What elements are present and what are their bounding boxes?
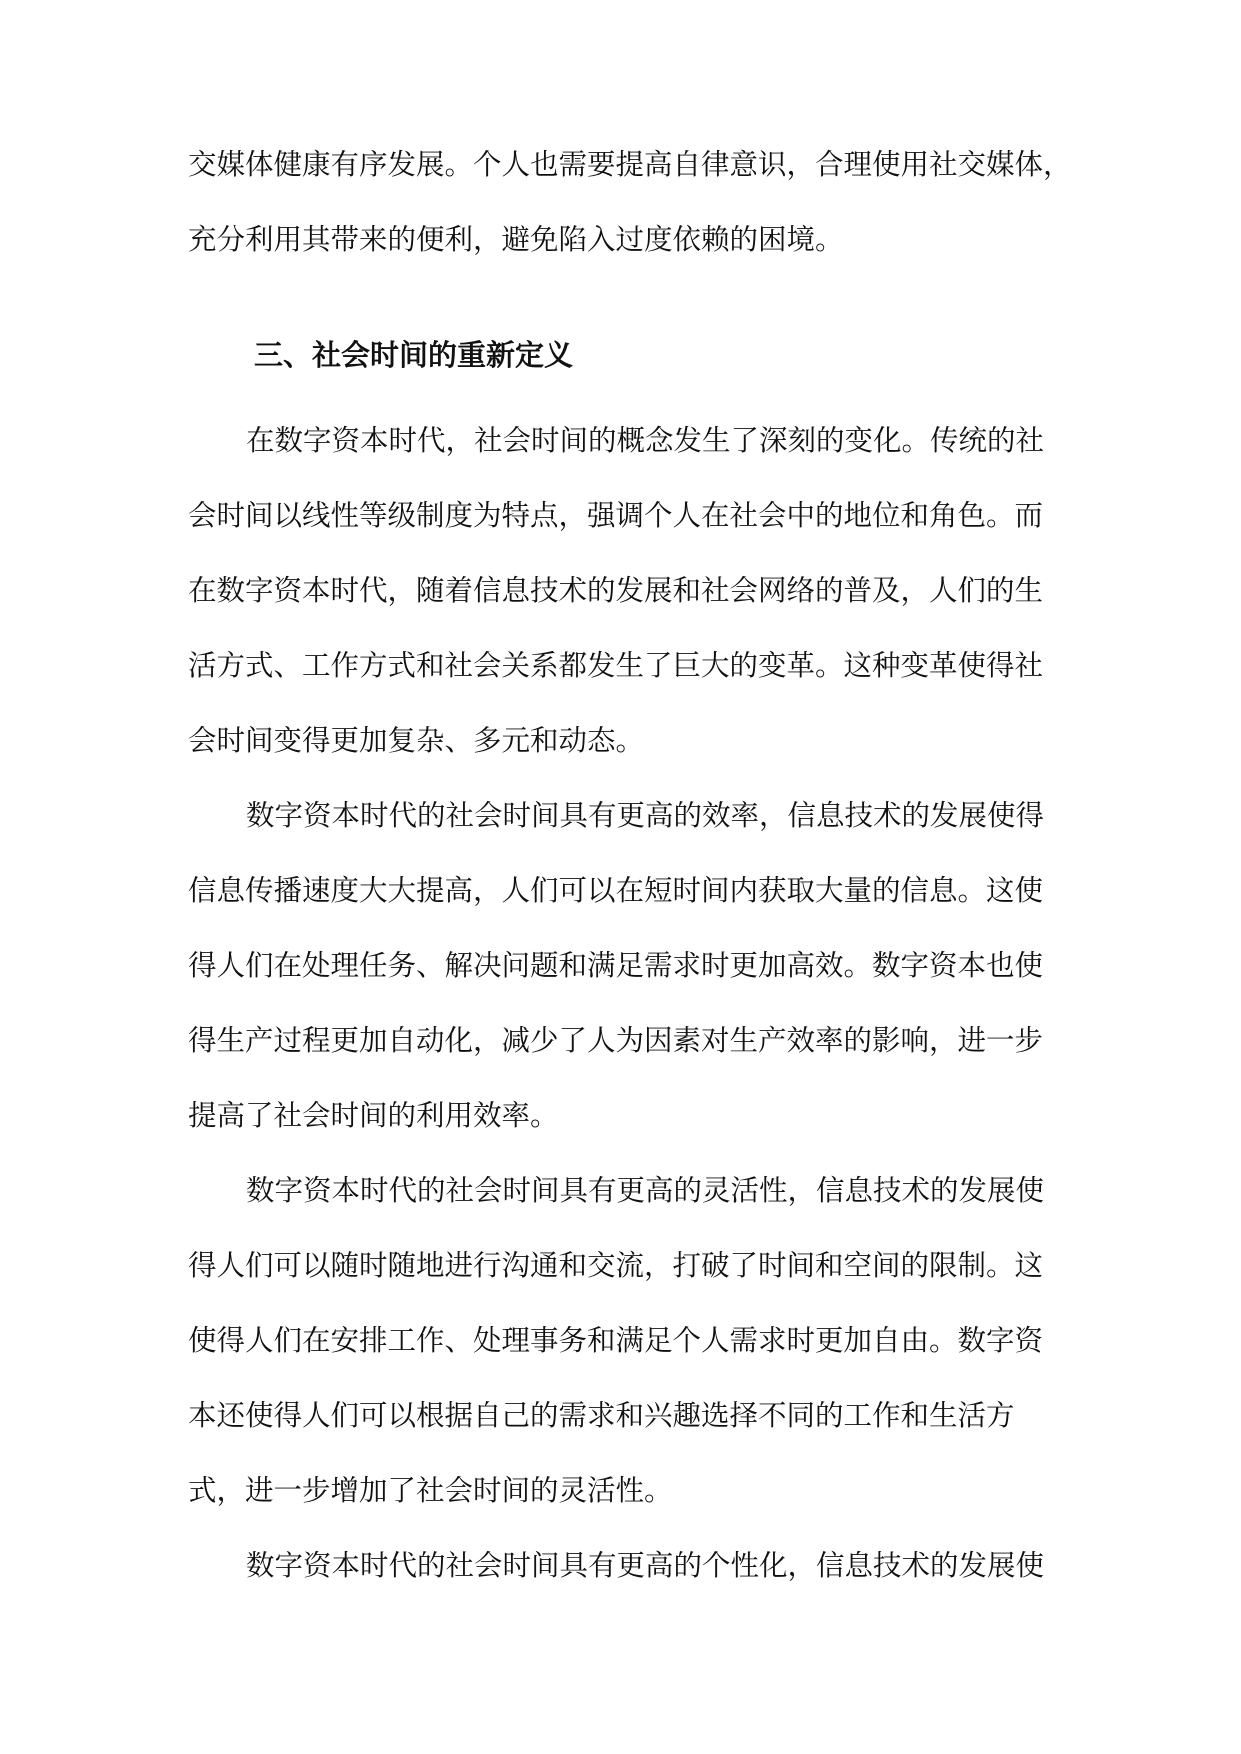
text-line: 交媒体健康有序发展。个人也需要提高自律意识，合理使用社交媒体， bbox=[188, 148, 1072, 181]
paragraph-first-line: 数字资本时代的社会时间具有更高的效率，信息技术的发展使得 bbox=[246, 799, 1045, 832]
text-line: 提高了社会时间的利用效率。 bbox=[188, 1099, 559, 1132]
text-line: 式，进一步增加了社会时间的灵活性。 bbox=[188, 1474, 673, 1507]
paragraph-first-line: 数字资本时代的社会时间具有更高的灵活性，信息技术的发展使 bbox=[246, 1174, 1045, 1207]
text-line: 会时间以线性等级制度为特点，强调个人在社会中的地位和角色。而 bbox=[188, 499, 1044, 532]
text-line: 充分利用其带来的便利，避免陷入过度依赖的困境。 bbox=[188, 223, 844, 256]
text-line: 得人们在处理任务、解决问题和满足需求时更加高效。数字资本也使 bbox=[188, 949, 1044, 982]
section-heading: 三、社会时间的重新定义 bbox=[254, 338, 574, 372]
paragraph-first-line: 在数字资本时代，社会时间的概念发生了深刻的变化。传统的社 bbox=[246, 424, 1045, 457]
paragraph-first-line: 数字资本时代的社会时间具有更高的个性化，信息技术的发展使 bbox=[246, 1549, 1045, 1582]
text-line: 使得人们在安排工作、处理事务和满足个人需求时更加自由。数字资 bbox=[188, 1324, 1044, 1357]
text-line: 在数字资本时代，随着信息技术的发展和社会网络的普及，人们的生 bbox=[188, 574, 1044, 607]
text-line: 活方式、工作方式和社会关系都发生了巨大的变革。这种变革使得社 bbox=[188, 649, 1044, 682]
text-line: 会时间变得更加复杂、多元和动态。 bbox=[188, 724, 645, 757]
text-line: 本还使得人们可以根据自己的需求和兴趣选择不同的工作和生活方 bbox=[188, 1399, 1015, 1432]
text-line: 得生产过程更加自动化，减少了人为因素对生产效率的影响，进一步 bbox=[188, 1024, 1044, 1057]
text-line: 信息传播速度大大提高，人们可以在短时间内获取大量的信息。这使 bbox=[188, 874, 1044, 907]
text-line: 得人们可以随时随地进行沟通和交流，打破了时间和空间的限制。这 bbox=[188, 1249, 1044, 1282]
